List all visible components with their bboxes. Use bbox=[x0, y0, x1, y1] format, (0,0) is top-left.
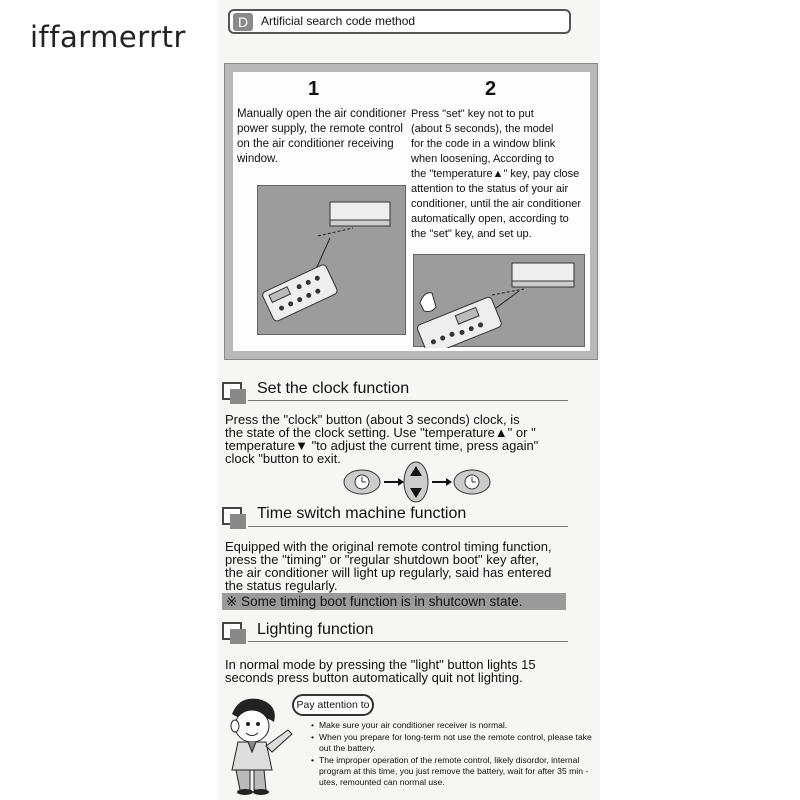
step-1-line: Manually open the air conditioner bbox=[237, 108, 407, 120]
attention-item: • When you prepare for long-term not use the remote control, please take out the battery. bbox=[311, 732, 601, 754]
step-2-number: 2 bbox=[485, 78, 497, 100]
attention-list bbox=[311, 720, 601, 789]
lighting-section-title: Lighting function bbox=[257, 621, 374, 638]
step-1-illustration bbox=[257, 185, 406, 335]
steps-inner bbox=[233, 72, 590, 351]
lighting-section-body bbox=[225, 658, 595, 684]
step-2-line: Press "set" key not to put bbox=[411, 108, 534, 120]
timer-section-body bbox=[225, 540, 595, 592]
step-1-text bbox=[237, 107, 409, 167]
lighting-section-icon bbox=[222, 622, 250, 644]
step-2-text bbox=[411, 107, 589, 242]
clock-button-diagram-icon bbox=[340, 460, 500, 504]
timer-line: the air conditioner will light up regularly, said has entered bbox=[225, 565, 552, 580]
steps-panel bbox=[224, 63, 598, 360]
section-header-title: Artificial search code method bbox=[261, 14, 416, 28]
attention-item: • The improper operation of the remote control, likely disordor, internal program at this time, you just remove the battery, wait for after 35 min -utes, remounted can normal use. bbox=[311, 755, 601, 788]
section-letter: D bbox=[233, 13, 253, 31]
step-2-line: automatically open, according to bbox=[411, 213, 569, 225]
step-2-line: for the code in a window blink bbox=[411, 138, 556, 150]
clock-line: temperature▼ "to adjust the current time, press again" bbox=[225, 438, 539, 453]
timer-section-title: Time switch machine function bbox=[257, 505, 467, 522]
clock-section-body bbox=[225, 413, 595, 465]
ac-remote-illustration-icon bbox=[258, 186, 407, 336]
divider bbox=[248, 400, 568, 401]
lighting-line: In normal mode by pressing the "light" button lights 15 bbox=[225, 657, 536, 672]
timer-line: Equipped with the original remote control timing function, bbox=[225, 539, 552, 554]
step-2-line: conditioner, until the air conditioner bbox=[411, 198, 581, 210]
clock-line: clock "button to exit. bbox=[225, 451, 341, 466]
step-2-line: the "set" key, and set up. bbox=[411, 228, 532, 240]
step-2-line: the "temperature▲" key, pay close bbox=[411, 168, 580, 180]
step-1-line: on the air conditioner receiving bbox=[237, 138, 394, 150]
timer-line: press the "timing" or "regular shutdown boot" key after, bbox=[225, 552, 540, 567]
timer-section-icon bbox=[222, 507, 250, 529]
step-1-line: power supply, the remote control bbox=[237, 123, 403, 135]
pay-attention-label: Pay attention to bbox=[292, 694, 374, 716]
clock-section-icon bbox=[222, 382, 250, 404]
ac-remote-hand-illustration-icon bbox=[414, 255, 586, 348]
section-header bbox=[228, 9, 571, 34]
step-2-line: when loosening, According to bbox=[411, 153, 555, 165]
step-2-illustration bbox=[413, 254, 585, 347]
timer-line: the status regularly. bbox=[225, 578, 338, 593]
step-1-line: window. bbox=[237, 153, 278, 165]
timer-note: ※ Some timing boot function is in shutcown state. bbox=[222, 593, 566, 610]
lighting-line: seconds press button automatically quit not lighting. bbox=[225, 670, 523, 685]
divider bbox=[248, 526, 568, 527]
divider bbox=[248, 641, 568, 642]
attention-item: • Make sure your air conditioner receiver is normal. bbox=[311, 720, 601, 731]
step-1-number: 1 bbox=[308, 78, 320, 100]
clock-line: Press the "clock" button (about 3 seconds) clock, is bbox=[225, 412, 520, 427]
clock-section-title: Set the clock function bbox=[257, 380, 410, 397]
step-2-line: (about 5 seconds), the model bbox=[411, 123, 554, 135]
cartoon-boy-icon bbox=[218, 692, 298, 796]
watermark-text: iffarmerrtr bbox=[30, 20, 186, 54]
clock-line: the state of the clock setting. Use "temperature▲" or " bbox=[225, 425, 536, 440]
step-2-line: attention to the status of your air bbox=[411, 183, 569, 195]
